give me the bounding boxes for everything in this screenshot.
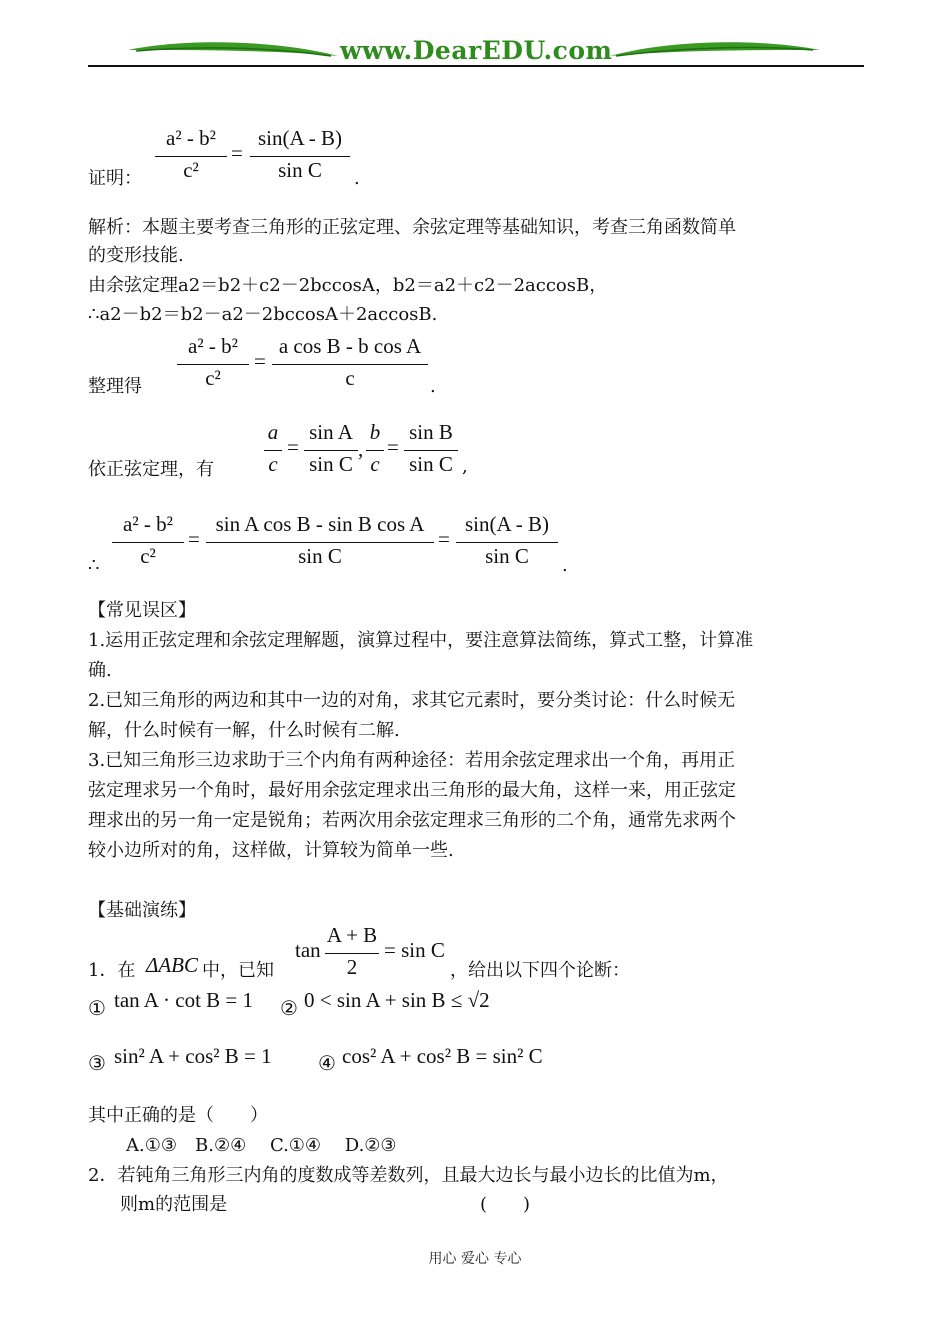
fraction-denominator: sin C	[309, 452, 353, 476]
equals-sign: =	[188, 527, 200, 551]
fraction-denominator: c	[345, 366, 355, 390]
page-header	[88, 28, 864, 74]
mistake-line: 3.已知三角形三边求助于三个内角有两种途径：若用余弦定理求出一个角，再用正	[88, 750, 736, 771]
option-1: tan A · cot B = 1	[114, 988, 254, 1012]
final-lhs-fraction	[112, 512, 184, 574]
header-rule	[88, 65, 864, 67]
site-logo: www.DearEDU.com	[340, 36, 613, 65]
fraction-denominator: c²	[205, 366, 221, 390]
fraction-bar	[456, 542, 558, 543]
fraction-bar	[325, 953, 379, 954]
final-mid-fraction	[206, 512, 434, 574]
fraction-numerator: sin A cos B - sin B cos A	[215, 512, 425, 536]
period: .	[430, 376, 436, 397]
fraction-bar	[112, 542, 184, 543]
page-footer: 用心 爱心 专心	[428, 1251, 522, 1267]
comma: ,	[462, 456, 468, 477]
solution-line-1: 解析：本题主要考查三角形的正弦定理、余弦定理等基础知识，考查三角函数简单	[88, 217, 736, 238]
fraction-bar	[272, 364, 428, 365]
q1-tan: tan	[295, 938, 321, 962]
fraction-numerator: a² - b²	[188, 334, 238, 358]
q1-prefix: 1．在	[88, 960, 136, 981]
practice-heading: 【基础演练】	[88, 900, 196, 921]
final-rhs-fraction	[456, 512, 558, 574]
q2-answer-paren: ( )	[480, 1194, 531, 1215]
equals-sign: =	[287, 435, 299, 459]
fraction-numerator: b	[369, 420, 381, 444]
mistakes-heading: 【常见误区】	[88, 600, 196, 621]
therefore-symbol: ∴	[88, 555, 100, 576]
equals-sign: =	[387, 435, 399, 459]
q1-fraction	[325, 923, 379, 985]
mistake-line: 较小边所对的角，这样做，计算较为简单一些.	[88, 840, 454, 861]
option-3-mark: ③	[88, 1051, 106, 1075]
fraction-denominator: c	[370, 452, 380, 476]
arrange-rhs-fraction	[272, 334, 428, 396]
leaf-swoosh-right-icon	[608, 36, 823, 66]
fraction-bar	[155, 156, 227, 157]
q1-choices: A.①③ B.②④ C.①④ D.②③	[126, 1135, 397, 1156]
option-3: sin² A + cos² B = 1	[114, 1044, 272, 1068]
sine-a-rhs-fraction	[304, 420, 358, 482]
fraction-denominator: c²	[140, 544, 156, 568]
fraction-numerator: a² - b²	[166, 126, 216, 150]
fraction-denominator: sin C	[278, 158, 322, 182]
q1-mid: 中，已知	[202, 960, 274, 981]
option-2: 0 < sin A + sin B ≤ √2	[304, 988, 490, 1012]
sine-b-fraction	[366, 420, 384, 482]
option-2-mark: ②	[280, 996, 298, 1020]
fraction-bar	[250, 156, 350, 157]
leaf-swoosh-left-icon	[126, 36, 341, 66]
proof-end-period: .	[354, 168, 360, 189]
fraction-denominator: sin C	[485, 544, 529, 568]
sine-a-fraction	[264, 420, 282, 482]
arrange-label: 整理得	[88, 376, 142, 397]
fraction-bar	[304, 450, 358, 451]
q1-equation-rhs: = sin C	[384, 938, 445, 962]
solution-line-3: 由余弦定理a2＝b2＋c2－2bccosA，b2＝a2＋c2－2accosB，	[88, 275, 608, 296]
fraction-numerator: a	[267, 420, 279, 444]
fraction-bar	[177, 364, 249, 365]
q1-triangle: ΔABC	[146, 953, 198, 977]
fraction-denominator: c²	[183, 158, 199, 182]
fraction-numerator: a² - b²	[123, 512, 173, 536]
option-4-mark: ④	[318, 1051, 336, 1075]
option-1-mark: ①	[88, 996, 106, 1020]
comma: ,	[358, 437, 364, 461]
fraction-numerator: A + B	[326, 923, 378, 947]
fraction-denominator: sin C	[298, 544, 342, 568]
equals-sign: =	[438, 527, 450, 551]
solution-line-4: ∴a2－b2＝b2－a2－2bccosA＋2accosB.	[88, 304, 438, 325]
mistake-line: 确.	[88, 660, 112, 681]
fraction-numerator: sin A	[309, 420, 353, 444]
mistake-line: 理求出的另一角一定是锐角；若两次用余弦定理求三角形的二个角，通常先求两个	[88, 810, 736, 831]
fraction-bar	[206, 542, 434, 543]
fraction-denominator: c	[268, 452, 278, 476]
solution-line-2: 的变形技能.	[88, 245, 184, 266]
equals-sign: =	[254, 349, 266, 373]
fraction-numerator: a cos B - b cos A	[278, 334, 422, 358]
arrange-lhs-fraction	[177, 334, 249, 396]
fraction-bar	[264, 450, 282, 451]
q1-ask: 其中正确的是（ ）	[88, 1105, 268, 1126]
fraction-denominator: 2	[346, 955, 358, 979]
fraction-denominator: sin C	[409, 452, 453, 476]
proof-label: 证明：	[88, 168, 142, 189]
mistake-line: 1.运用正弦定理和余弦定理解题，演算过程中，要注意算法简练，算式工整，计算准	[88, 630, 754, 651]
sine-law-label: 依正弦定理，有	[88, 459, 214, 480]
proof-rhs-fraction	[250, 126, 350, 188]
sine-b-rhs-fraction	[404, 420, 458, 482]
q1-suffix: ，给出以下四个论断：	[450, 960, 630, 981]
mistake-line: 解，什么时候有一解，什么时候有二解.	[88, 720, 400, 741]
fraction-bar	[366, 450, 384, 451]
option-4: cos² A + cos² B = sin² C	[342, 1044, 543, 1068]
proof-lhs-fraction	[155, 126, 227, 188]
fraction-numerator: sin(A - B)	[465, 512, 549, 536]
fraction-numerator: sin(A - B)	[258, 126, 342, 150]
q2-line-1: 2．若钝角三角形三内角的度数成等差数列，且最大边长与最小边长的比值为m，	[88, 1165, 729, 1186]
period: .	[562, 555, 568, 576]
fraction-numerator: sin B	[409, 420, 453, 444]
mistake-line: 2.已知三角形的两边和其中一边的对角，求其它元素时，要分类讨论：什么时候无	[88, 690, 736, 711]
fraction-bar	[404, 450, 458, 451]
q2-line-2: 则m的范围是	[120, 1194, 228, 1215]
mistake-line: 弦定理求另一个角时，最好用余弦定理求出三角形的最大角，这样一来，用正弦定	[88, 780, 736, 801]
equals-sign: =	[231, 141, 243, 165]
